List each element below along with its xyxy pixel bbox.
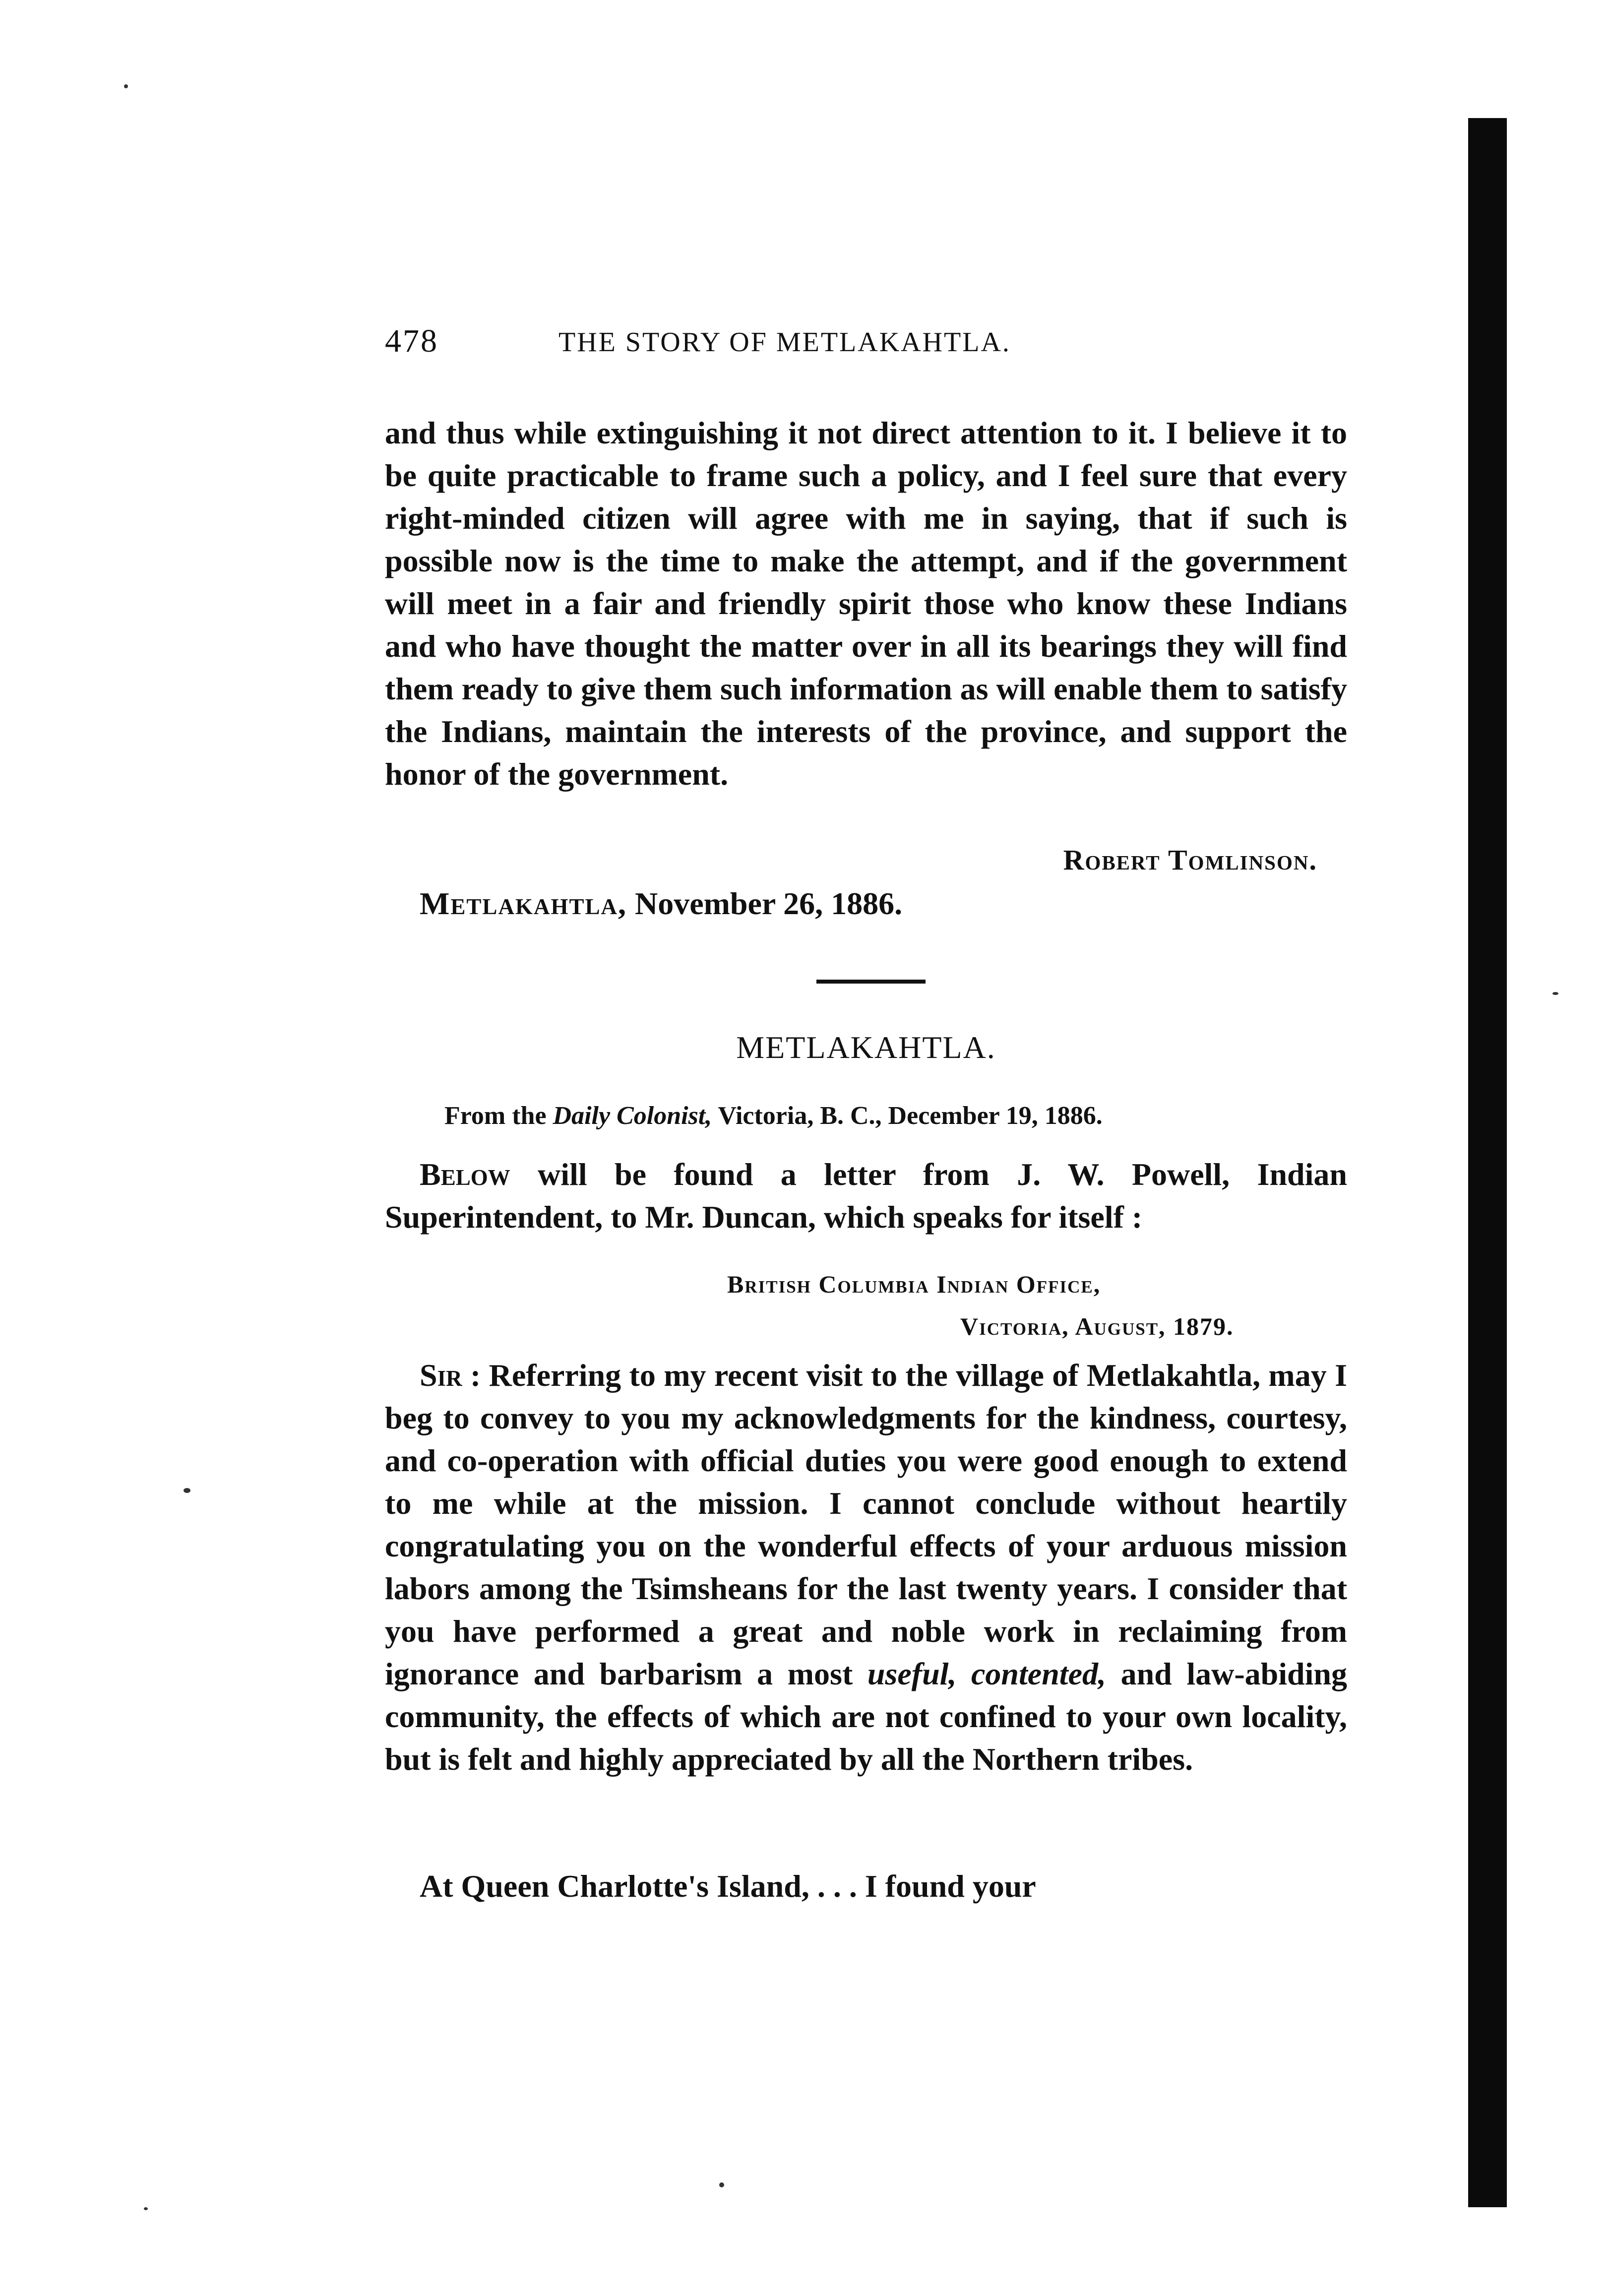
intro-text: will be found a letter from J. W. Powell, Indian Superintendent, to Mr. Duncan, which speaks for itself : bbox=[385, 1157, 1347, 1235]
letter-text-part1: : Referring to my recent visit to the village of Metlakahtla, may I beg to convey to you my acknowledgments for the kindness, courtesy, and co-operation with official duties you were good enough to extend to me while at the mission. I cannot conclude without heartily congratulating you on the wonderful effects of your arduous mission labors among the Tsimsheans for the last twenty years. I consider that you have performed a great and noble work in reclaiming from ignorance and barbarism a most bbox=[385, 1358, 1347, 1691]
next-paragraph bbox=[385, 1865, 1347, 1908]
scan-speck bbox=[184, 1488, 190, 1493]
scan-speck bbox=[719, 2182, 724, 2187]
source-line bbox=[444, 1101, 1103, 1130]
letter-text-italic: useful, contented, bbox=[867, 1656, 1106, 1691]
powell-letter-body bbox=[385, 1354, 1347, 1781]
section-divider bbox=[816, 980, 926, 984]
letter-text-part2: and law-abiding community, the effects of which are not confined to your own locality, but is felt and highly appreciated by all the Northern tribes. bbox=[385, 1656, 1348, 1777]
dateline-date: November 26, 1886. bbox=[626, 886, 903, 921]
letter-closing-paragraph bbox=[385, 412, 1347, 796]
signature: Robert Tomlinson. bbox=[1063, 844, 1317, 876]
letter-address-line-1: British Columbia Indian Office, bbox=[727, 1270, 1101, 1298]
dateline-place: Metlakahtla, bbox=[420, 886, 627, 921]
running-title: THE STORY OF METLAKAHTLA. bbox=[558, 327, 1011, 358]
dateline bbox=[420, 885, 902, 922]
source-suffix: Victoria, B. C., December 19, 1886. bbox=[712, 1102, 1103, 1130]
salutation: Sir bbox=[420, 1358, 462, 1393]
source-prefix: From the bbox=[444, 1102, 553, 1130]
section-title: METLAKAHTLA. bbox=[736, 1030, 996, 1065]
intro-paragraph bbox=[385, 1153, 1347, 1239]
scan-speck bbox=[124, 84, 128, 88]
scan-edge-shadow bbox=[1468, 118, 1507, 2207]
scan-speck bbox=[144, 2207, 148, 2210]
intro-lead-word: Below bbox=[420, 1157, 510, 1192]
page-number: 478 bbox=[385, 323, 438, 359]
paragraph-text: and thus while extinguishing it not direct attention to it. I believe it to be quite practicable to frame such a policy, and I feel sure that every right-minded citizen will agree with me in saying, that if such is possible now is the time to make the attempt, and if the government will meet in a fair and friendly spirit those who know these Indians and who have thought the matter over in all its bearings they will find them ready to give them such information as will enable them to satisfy the Indians, maintain the interests of the province, and support the honor of the government. bbox=[385, 415, 1347, 792]
source-paper: Daily Colonist, bbox=[553, 1102, 712, 1130]
next-paragraph-text: At Queen Charlotte's Island, . . . I found your bbox=[420, 1868, 1036, 1904]
scan-speck bbox=[1552, 992, 1558, 995]
running-header bbox=[385, 322, 1347, 367]
letter-address-line-2: Victoria, August, 1879. bbox=[960, 1312, 1234, 1340]
